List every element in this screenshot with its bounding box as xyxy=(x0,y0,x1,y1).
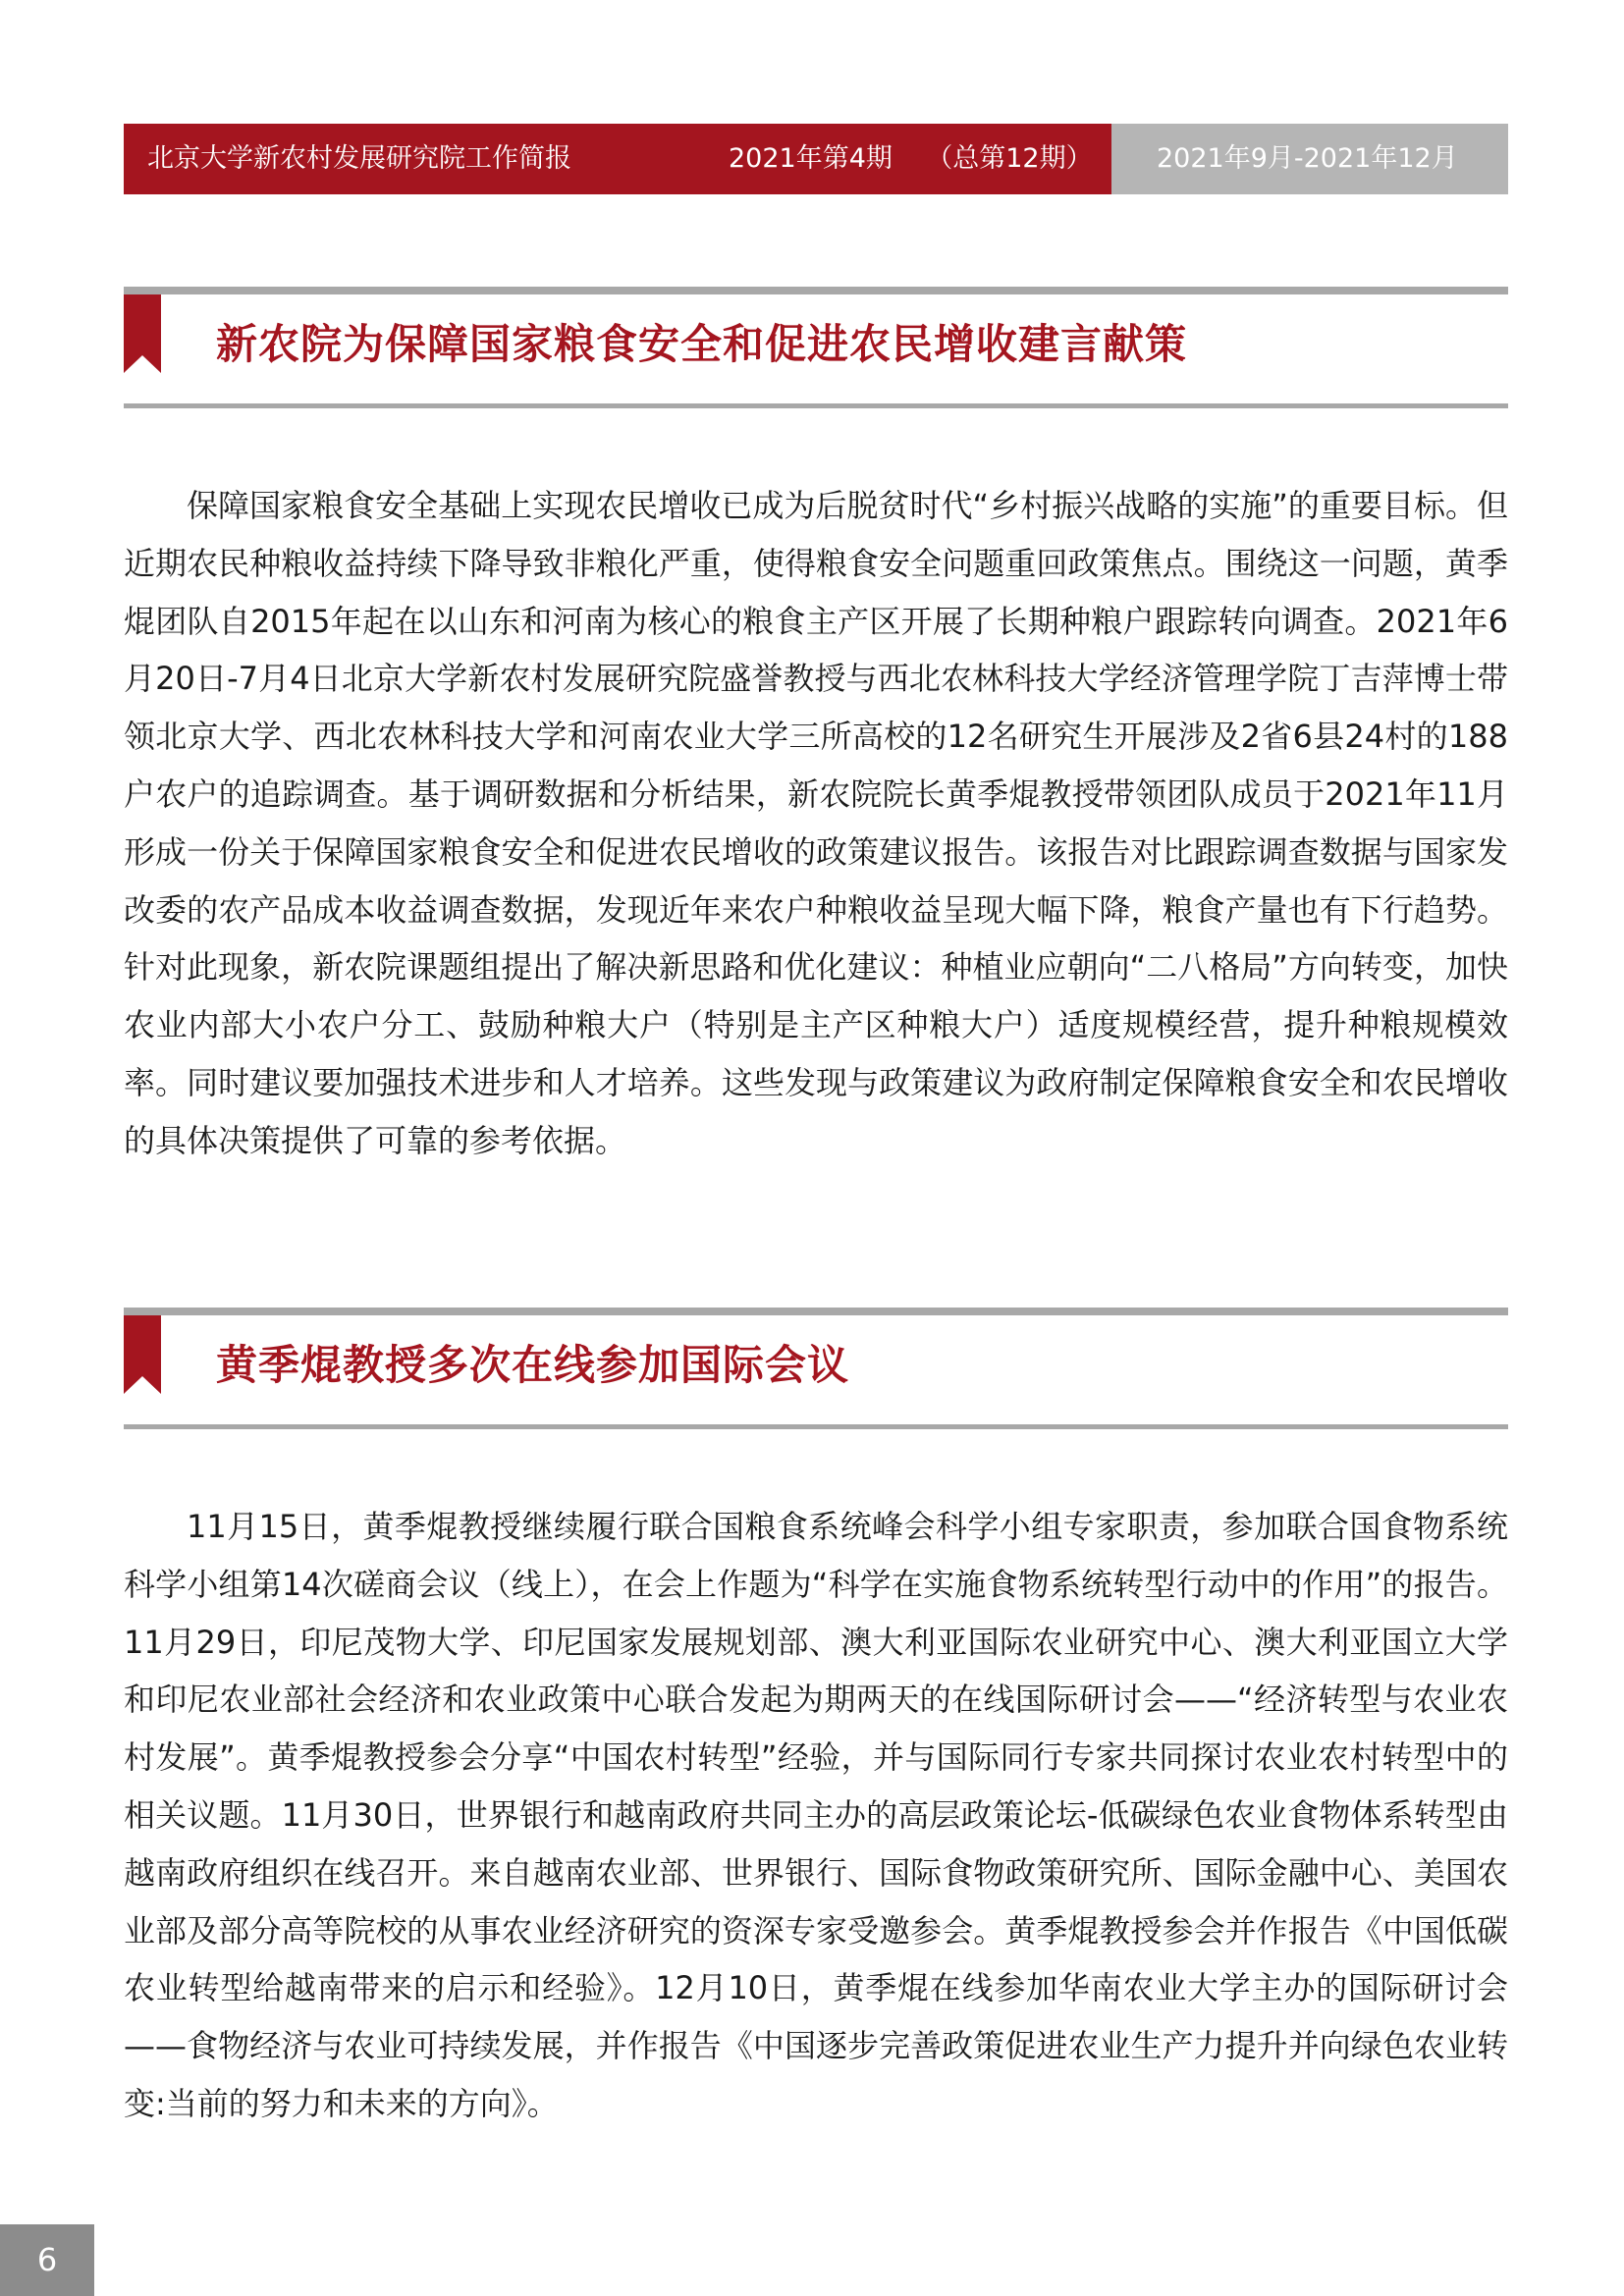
section-heading-2 xyxy=(124,1308,1508,1429)
section-heading-1 xyxy=(124,287,1508,408)
page-number: 6 xyxy=(36,2241,58,2278)
heading-rule-bottom xyxy=(124,1424,1508,1429)
section-title: 黄季焜教授多次在线参加国际会议 xyxy=(216,1341,850,1389)
page-header xyxy=(124,124,1508,194)
header-gray-band xyxy=(1111,124,1508,194)
heading-rule-bottom xyxy=(124,403,1508,408)
header-red-band xyxy=(124,124,1111,194)
issue-number: 2021年第4期 （总第12期） xyxy=(729,143,1093,174)
section-body: 11月15日，黄季焜教授继续履行联合国粮食系统峰会科学小组专家职责，参加联合国食物系统科学小组第14次磋商会议（线上），在会上作题为“科学在实施食物系统转型行动中的作用”的报告。11月29日，印尼茂物大学、印尼国家发展规划部、澳大利亚国际农业研究中心、澳大利亚国立大学和印尼农业部社会经济和农业政策中心联合发起为期两天的在线国际研讨会——“经济转型与农业农村发展”。黄季焜教授参会分享“中国农村转型”经验，并与国际同行专家共同探讨农业农村转型中的相关议题。11月30日，世界银行和越南政府共同主办的高层政策论坛-低碳绿色农业食物体系转型由越南政府组织在线召开。来自越南农业部、世界银行、国际食物政策研究所、国际金融中心、美国农业部及部分高等院校的从事农业经济研究的资深专家受邀参会。黄季焜教授参会并作报告《中国低碳农业转型给越南带来的启示和经验》。12月10日，黄季焜在线参加华南农业大学主办的国际研讨会——食物经济与农业可持续发展，并作报告《中国逐步完善政策促进农业生产力提升并向绿色农业转变:当前的努力和未来的方向》。 xyxy=(124,1508,1508,2122)
section-body: 保障国家粮食安全基础上实现农民增收已成为后脱贫时代“乡村振兴战略的实施”的重要目标。但近期农民种粮收益持续下降导致非粮化严重，使得粮食安全问题重回政策焦点。围绕这一问题，黄季焜团队自2015年起在以山东和河南为核心的粮食主产区开展了长期种粮户跟踪转向调查。2021年6月20日-7月4日北京大学新农村发展研究院盛誉教授与西北农林科技大学经济管理学院丁吉萍博士带领北京大学、西北农林科技大学和河南农业大学三所高校的12名研究生开展涉及2省6县24村的188户农户的追踪调查。基于调研数据和分析结果，新农院院长黄季焜教授带领团队成员于2021年11月形成一份关于保障国家粮食安全和促进农民增收的政策建议报告。该报告对比跟踪调查数据与国家发改委的农产品成本收益调查数据，发现近年来农户种粮收益呈现大幅下降，粮食产量也有下行趋势。针对此现象，新农院课题组提出了解决新思路和优化建议：种植业应朝向“二八格局”方向转变，加快农业内部大小农户分工、鼓励种粮大户（特别是主产区种粮大户）适度规模经营，提升种粮规模效率。同时建议要加强技术进步和人才培养。这些发现与政策建议为政府制定保障粮食安全和农民增收的具体决策提供了可靠的参考依据。 xyxy=(124,487,1508,1159)
ribbon-bookmark-icon xyxy=(124,294,161,373)
newsletter-title: 北京大学新农村发展研究院工作简报 xyxy=(147,143,571,174)
issue-period: 2021年9月-2021年12月 xyxy=(1157,143,1458,174)
page-number-box xyxy=(0,2224,94,2296)
section-title: 新农院为保障国家粮食安全和促进农民增收建言献策 xyxy=(216,320,1188,368)
ribbon-bookmark-icon xyxy=(124,1315,161,1394)
